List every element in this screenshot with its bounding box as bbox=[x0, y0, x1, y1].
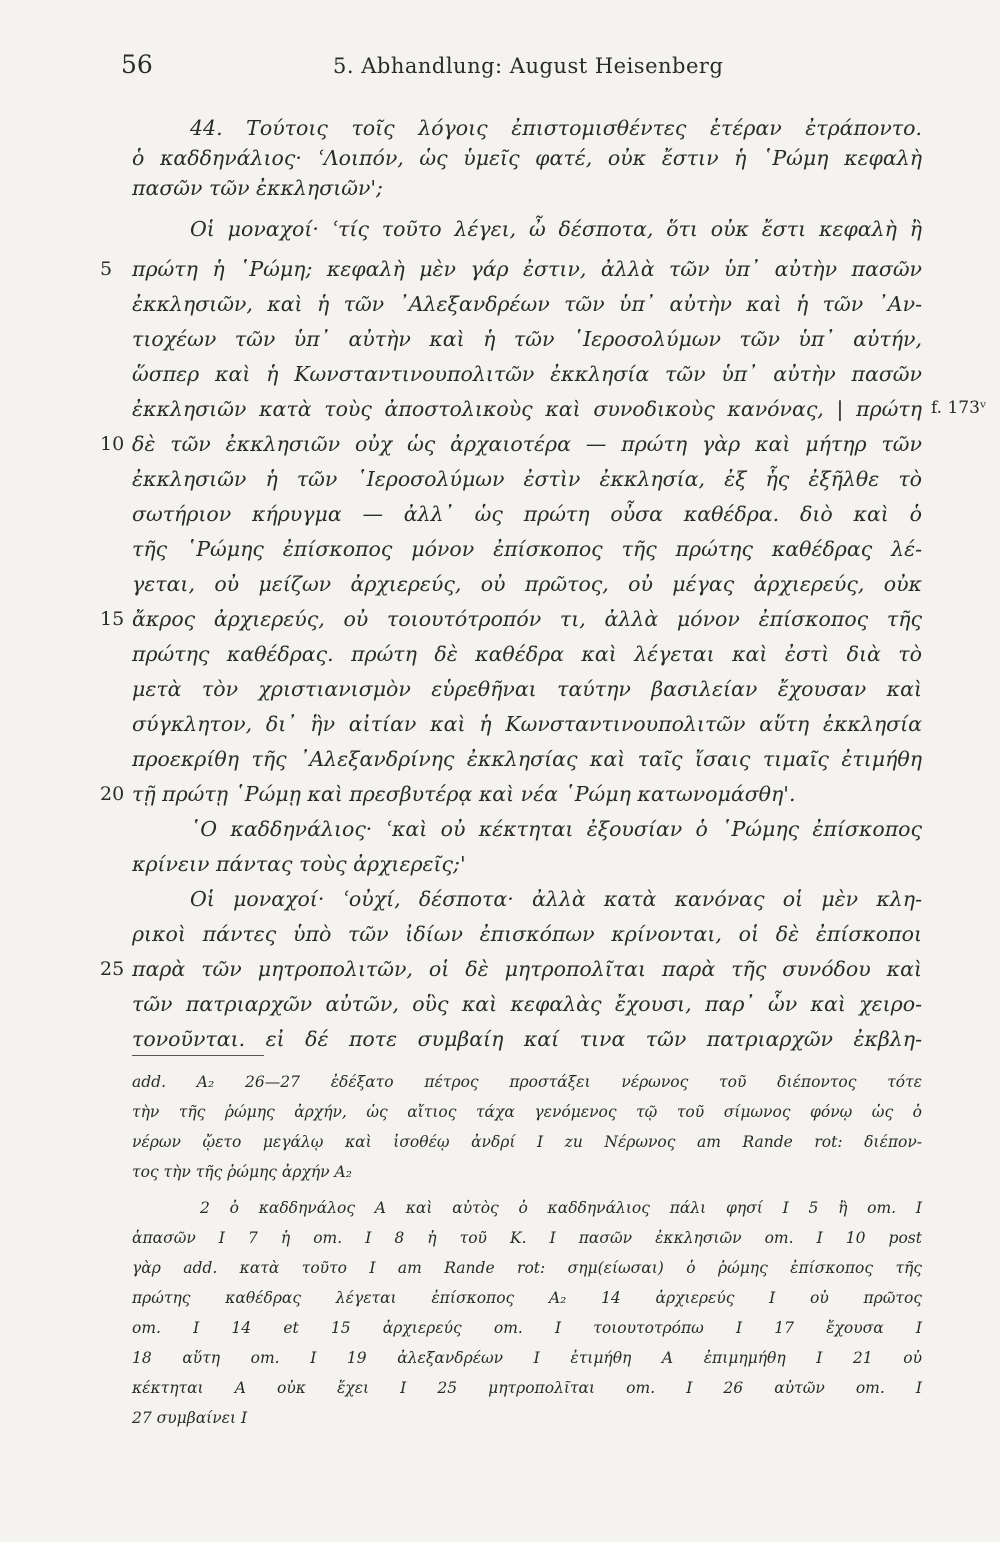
footnote-line: γὰρ add. κατὰ τοῦτο I am Rande rot: σημ(είωσαι) ὁ ῥώμης ἐπίσκοπος τῆς bbox=[132, 1259, 922, 1277]
line-number: 25 bbox=[100, 958, 125, 980]
text-line: Οἱ μοναχοί· ʿτίς τοῦτο λέγει, ὦ δέσποτα, ὅτι οὐκ ἔστι κεφαλὴ ἢ bbox=[190, 217, 922, 241]
text-line: ὁ καδδηνάλιος· ʿΛοιπόν, ὡς ὑμεῖς φατέ, οὐκ ἔστιν ἡ ῾Ρώμη κεφαλὴ bbox=[132, 146, 922, 170]
text-line: ἐκκλησιῶν κατὰ τοὺς ἀποστολικοὺς καὶ συνοδικοὺς κανόνας, | πρώτη bbox=[132, 397, 922, 421]
running-head: 5. Abhandlung: August Heisenberg bbox=[333, 54, 724, 78]
footnote-line: 18 αὕτη om. I 19 ἀλεξανδρέων I ἐτιμήθη A ἐπιμημήθη I 21 οὐ bbox=[132, 1349, 922, 1367]
line-number: 5 bbox=[100, 258, 113, 280]
footnote-line: τὴν τῆς ῥώμης ἀρχήν, ὡς αἴτιος τάχα γενόμενος τῷ τοῦ σίμωνος φόνῳ ὡς ὁ bbox=[132, 1103, 922, 1121]
footnote-line: κέκτηται A οὐκ ἔχει I 25 μητροπολῖται om. I 26 αὐτῶν om. I bbox=[132, 1379, 922, 1397]
page-number: 56 bbox=[121, 50, 153, 79]
text-line: ῾Ο καδδηνάλιος· ʿκαὶ οὐ κέκτηται ἐξουσίαν ὁ ῾Ρώμης ἐπίσκοπος bbox=[190, 817, 922, 841]
text-line: ἄκρος ἀρχιερεύς, οὐ τοιουτότροπόν τι, ἀλλὰ μόνον ἐπίσκοπος τῆς bbox=[132, 607, 922, 631]
text-line: προεκρίθη τῆς ᾿Αλεξανδρίνης ἐκκλησίας καὶ ταῖς ἴσαις τιμαῖς ἐτιμήθη bbox=[132, 747, 922, 771]
footnote-rule bbox=[132, 1055, 264, 1056]
text-line: ρικοὶ πάντες ὑπὸ τῶν ἰδίων ἐπισκόπων κρίνονται, οἱ δὲ ἐπίσκοποι bbox=[132, 922, 922, 946]
text-line: ἐκκλησιῶν ἡ τῶν ῾Ιεροσολύμων ἐστὶν ἐκκλησία, ἐξ ἧς ἐξῆλθε τὸ bbox=[132, 467, 922, 491]
footnote-line: νέρων ᾤετο μεγάλῳ καὶ ἰσοθέῳ ἀνδρί I zu Νέρωνος am Rande rot: διέπον- bbox=[132, 1133, 922, 1151]
text-line: τῇ πρώτῃ ῾Ρώμῃ καὶ πρεσβυτέρᾳ καὶ νέα ῾Ρώμη κατωνομάσθη'. bbox=[132, 782, 796, 806]
footnote-line: 2 ὁ καδδηνάλος A καὶ αὐτὸς ὁ καδδηνάλιος πάλι φησί I 5 ἢ om. I bbox=[200, 1199, 922, 1217]
text-line: γεται, οὐ μείζων ἀρχιερεύς, οὐ πρῶτος, οὐ μέγας ἀρχιερεύς, οὐκ bbox=[132, 572, 922, 596]
text-line: ὥσπερ καὶ ἡ Κωνσταντινουπολιτῶν ἐκκλησία τῶν ὑπ᾽ αὐτὴν πασῶν bbox=[132, 362, 922, 386]
text-line: πρώτη ἡ ῾Ρώμη; κεφαλὴ μὲν γάρ ἐστιν, ἀλλὰ τῶν ὑπ᾽ αὐτὴν πασῶν bbox=[132, 257, 922, 281]
footnote-line: πρώτης καθέδρας λέγεται ἐπίσκοπος A₂ 14 ἀρχιερεύς I οὐ πρῶτος bbox=[132, 1289, 922, 1307]
page-header bbox=[0, 50, 1000, 90]
line-number: 20 bbox=[100, 783, 125, 805]
footnote-line: ἁπασῶν I 7 ἡ om. I 8 ἡ τοῦ Κ. I πασῶν ἐκκλησιῶν om. I 10 post bbox=[132, 1229, 922, 1247]
line-number: 10 bbox=[100, 433, 125, 455]
folio-margin-note: f. 173ᵛ bbox=[931, 398, 987, 418]
text-line: τιοχέων τῶν ὑπ᾽ αὐτὴν καὶ ἡ τῶν ῾Ιεροσολύμων τῶν ὑπ᾽ αὐτήν, bbox=[132, 327, 922, 351]
text-line: δὲ τῶν ἐκκλησιῶν οὐχ ὡς ἀρχαιοτέρα — πρώτη γὰρ καὶ μήτηρ τῶν bbox=[132, 432, 922, 456]
text-line: 44. Τούτοις τοῖς λόγοις ἐπιστομισθέντες ἑτέραν ἐτράποντο. bbox=[190, 116, 922, 140]
footnote-line: add. A₂ 26—27 ἐδέξατο πέτρος προστάξει νέρωνος τοῦ διέποντος τότε bbox=[132, 1073, 922, 1091]
text-line: τονοῦνται. εἰ δέ ποτε συμβαίη καί τινα τῶν πατριαρχῶν ἐκβλη- bbox=[132, 1027, 922, 1051]
text-line: τῶν πατριαρχῶν αὐτῶν, οὓς καὶ κεφαλὰς ἔχουσι, παρ᾽ ὧν καὶ χειρο- bbox=[132, 992, 922, 1016]
text-line: Οἱ μοναχοί· ʿοὐχί, δέσποτα· ἀλλὰ κατὰ κανόνας οἱ μὲν κλη- bbox=[190, 887, 922, 911]
text-line: πασῶν τῶν ἐκκλησιῶν'; bbox=[132, 176, 383, 200]
text-line: σύγκλητον, δι᾽ ἣν αἰτίαν καὶ ἡ Κωνσταντινουπολιτῶν αὕτη ἐκκλησία bbox=[132, 712, 922, 736]
text-line: σωτήριον κήρυγμα — ἀλλ᾽ ὡς πρώτη οὖσα καθέδρα. διὸ καὶ ὁ bbox=[132, 502, 922, 526]
text-line: παρὰ τῶν μητροπολιτῶν, οἱ δὲ μητροπολῖται παρὰ τῆς συνόδου καὶ bbox=[132, 957, 922, 981]
text-line: μετὰ τὸν χριστιανισμὸν εὑρεθῆναι ταύτην βασιλείαν ἔχουσαν καὶ bbox=[132, 677, 922, 701]
footnote-line: om. I 14 et 15 ἀρχιερεύς om. I τοιουτοτρόπω I 17 ἔχουσα I bbox=[132, 1319, 922, 1337]
text-line: τῆς ῾Ρώμης ἐπίσκοπος μόνον ἐπίσκοπος τῆς πρώτης καθέδρας λέ- bbox=[132, 537, 922, 561]
footnote-line: τος τὴν τῆς ῥώμης ἀρχήν A₂ bbox=[132, 1163, 352, 1181]
text-line: κρίνειν πάντας τοὺς ἀρχιερεῖς;' bbox=[132, 852, 466, 876]
text-line: ἐκκλησιῶν, καὶ ἡ τῶν ᾿Αλεξανδρέων τῶν ὑπ᾽ αὐτὴν καὶ ἡ τῶν ᾿Αν- bbox=[132, 292, 922, 316]
text-line: πρώτης καθέδρας. πρώτη δὲ καθέδρα καὶ λέγεται καὶ ἐστὶ διὰ τὸ bbox=[132, 642, 922, 666]
line-number: 15 bbox=[100, 608, 125, 630]
footnote-line: 27 συμβαίνει I bbox=[132, 1409, 248, 1427]
